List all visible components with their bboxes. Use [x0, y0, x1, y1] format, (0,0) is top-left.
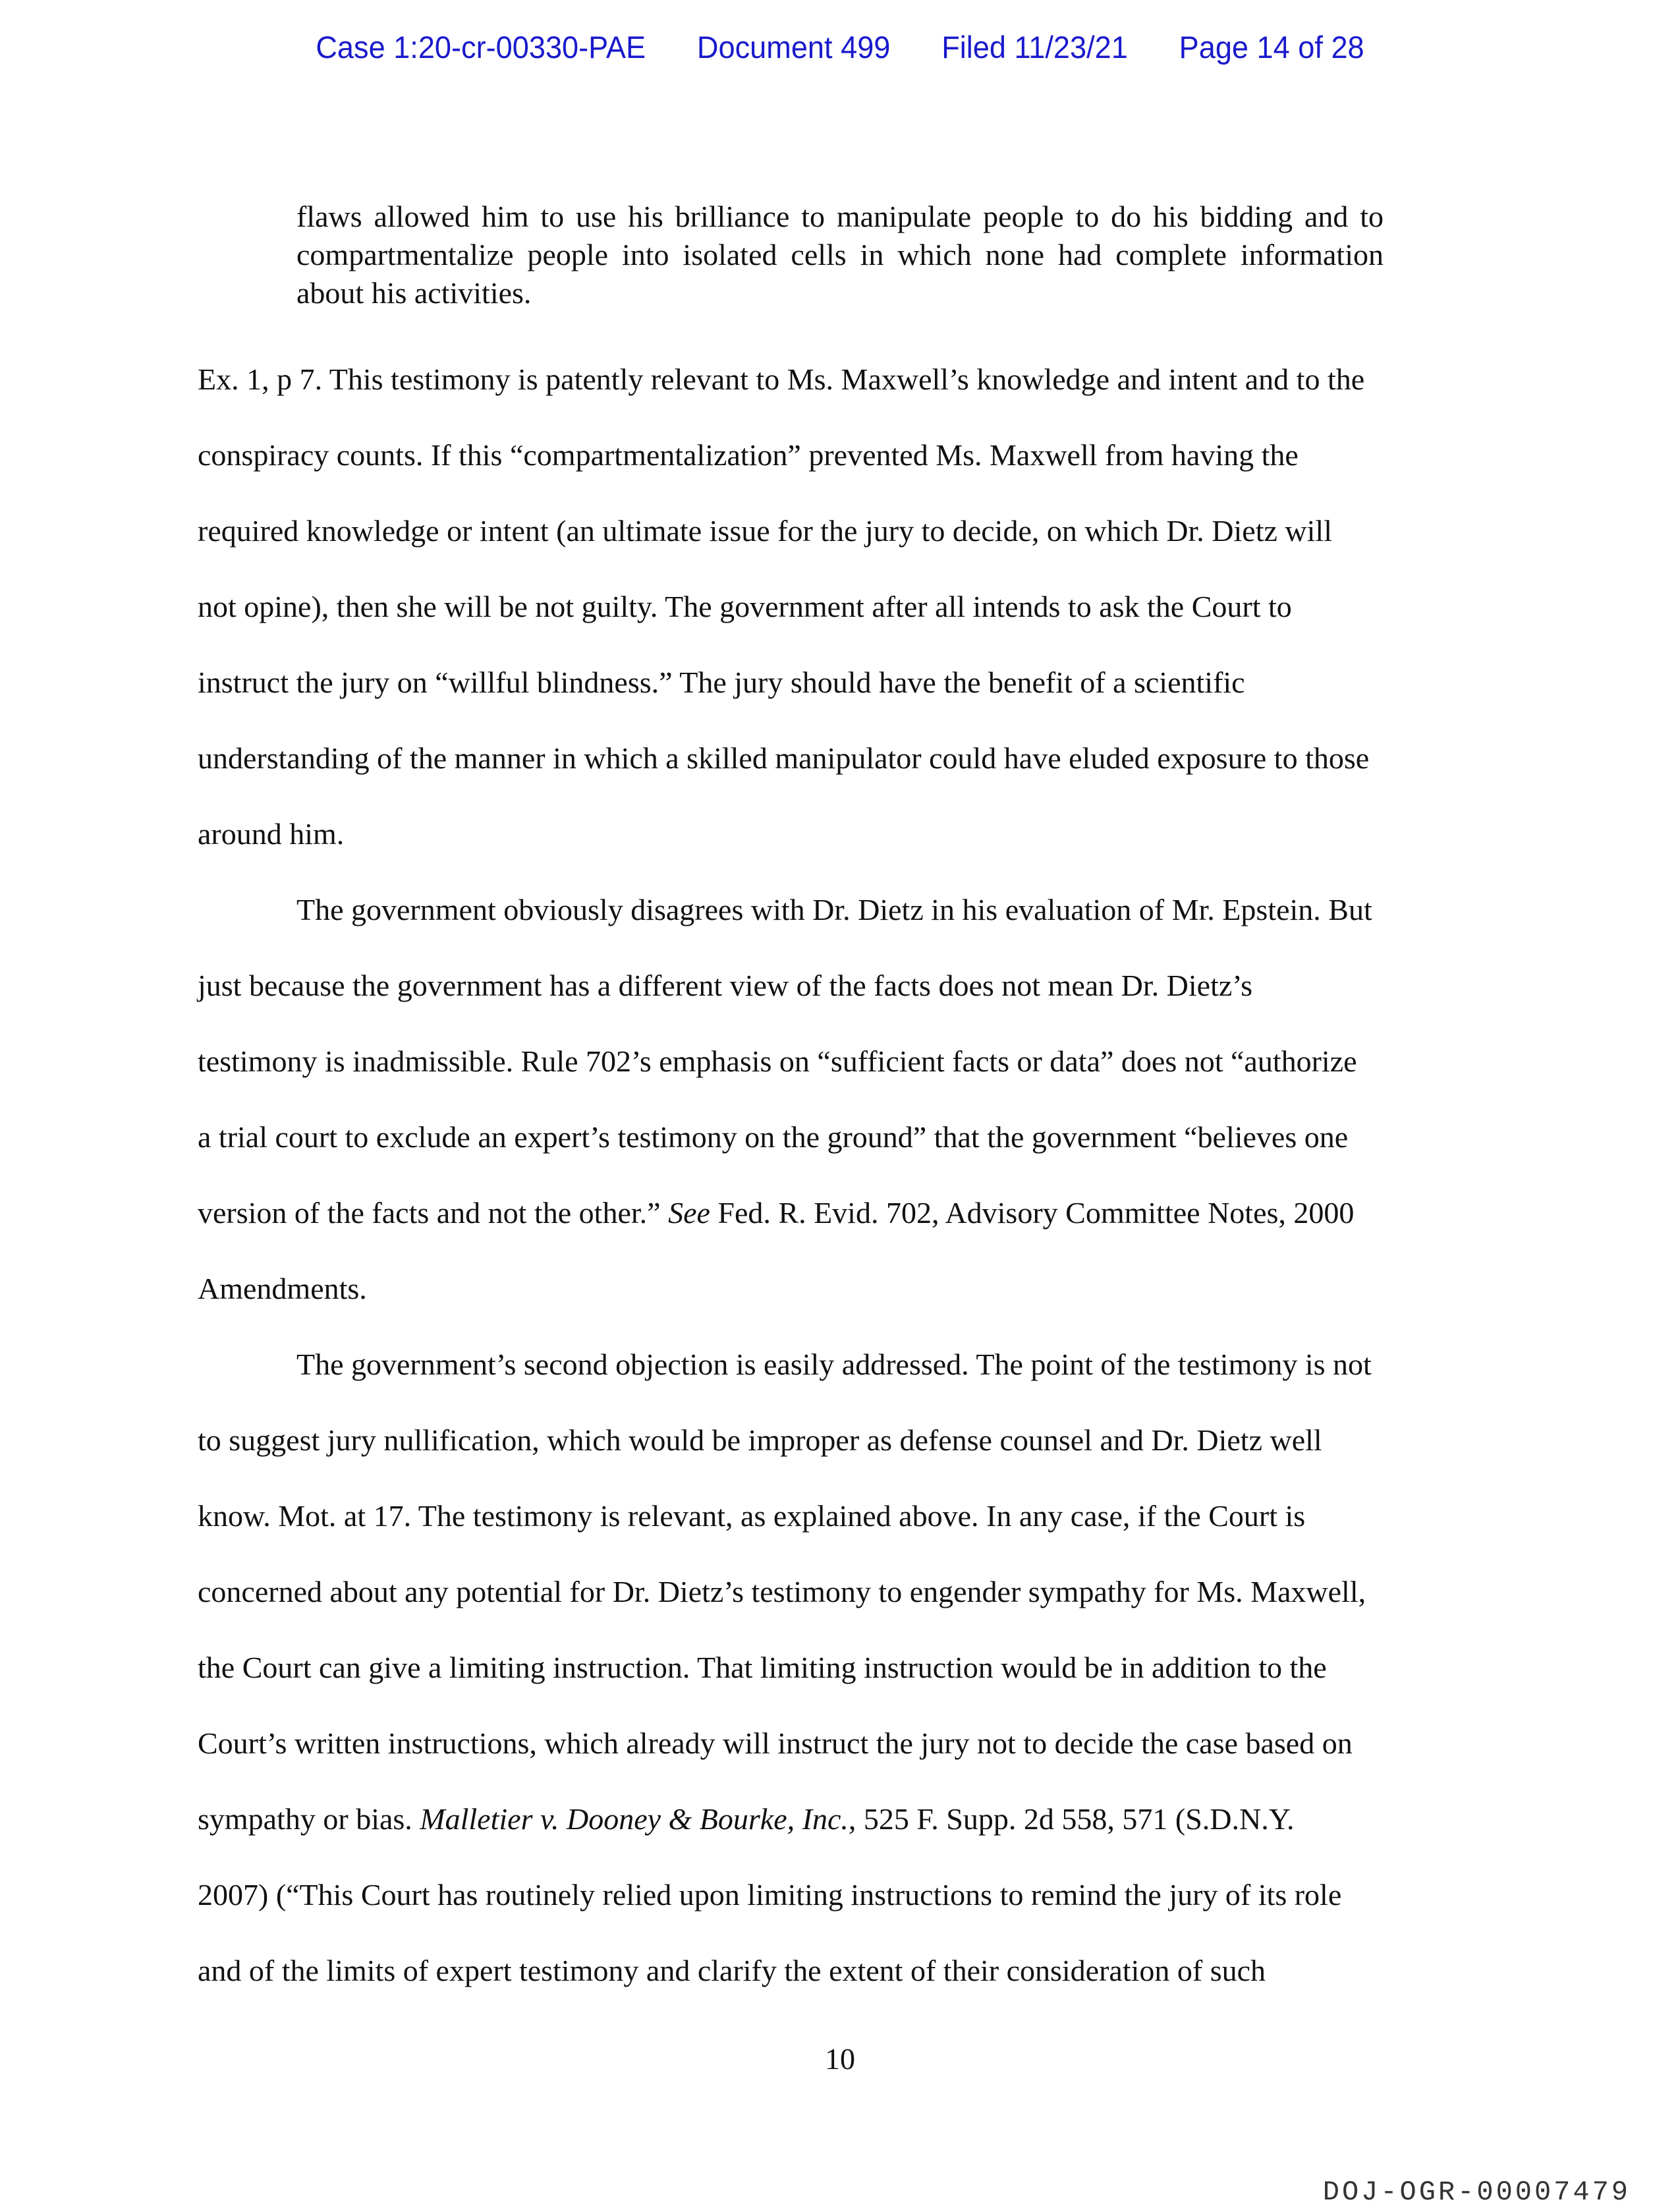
- line: a trial court to exclude an expert’s testimony on the ground” that the government “believes one: [198, 1120, 1349, 1154]
- line: 2007) (“This Court has routinely relied upon limiting instructions to remind the jury of its role: [198, 1878, 1342, 1912]
- case-citation: Malletier v. Dooney & Bourke, Inc.: [420, 1802, 849, 1836]
- line: Fed. R. Evid. 702, Advisory Committee Notes, 2000: [717, 1196, 1355, 1230]
- block-quote-text: flaws allowed him to use his brilliance to manipulate people to do his bidding and to compartmentalize people into isolated cells in which none had complete information about his activities.: [296, 200, 1384, 310]
- line: sympathy or bias.: [198, 1802, 412, 1836]
- line: The government’s second objection is easily addressed. The point of the testimony is not: [296, 1347, 1372, 1381]
- filed-date: Filed 11/23/21: [941, 30, 1128, 65]
- line: version of the facts and not the other.”: [198, 1196, 661, 1230]
- line: concerned about any potential for Dr. Dietz’s testimony to engender sympathy for Ms. Maxwell,: [198, 1575, 1366, 1608]
- line: not opine), then she will be not guilty. The government after all intends to ask the Court to: [198, 590, 1292, 623]
- line: the Court can give a limiting instruction. That limiting instruction would be in addition to the: [198, 1651, 1327, 1684]
- document-number: Document 499: [696, 30, 891, 65]
- line: around him.: [198, 817, 345, 851]
- line: just because the government has a different view of the facts does not mean Dr. Dietz’s: [198, 969, 1252, 1002]
- body-text: [198, 341, 1472, 2008]
- line: , 525 F. Supp. 2d 558, 571 (S.D.N.Y.: [848, 1802, 1295, 1836]
- line: know. Mot. at 17. The testimony is relevant, as explained above. In any case, if the Court is: [198, 1499, 1306, 1533]
- line: required knowledge or intent (an ultimate issue for the jury to decide, on which Dr. Dietz will: [198, 514, 1332, 548]
- citation-signal: See: [668, 1196, 710, 1230]
- line: Court’s written instructions, which already will instruct the jury not to decide the case based on: [198, 1726, 1353, 1760]
- line: understanding of the manner in which a skilled manipulator could have eluded exposure to those: [198, 741, 1370, 775]
- page-count: Page 14 of 28: [1179, 30, 1364, 65]
- line: testimony is inadmissible. Rule 702’s emphasis on “sufficient facts or data” does not “authorize: [198, 1044, 1357, 1078]
- line: and of the limits of expert testimony and clarify the extent of their consideration of such: [198, 1954, 1266, 1987]
- ecf-header: [34, 29, 1646, 65]
- page-number: 10: [825, 2042, 855, 2076]
- bates-stamp: DOJ-OGR-00007479: [1322, 2176, 1631, 2208]
- line: to suggest jury nullification, which would be improper as defense counsel and Dr. Dietz well: [198, 1423, 1322, 1457]
- paragraph-1: [198, 341, 1472, 872]
- paragraph-3: [198, 1326, 1472, 2008]
- line: conspiracy counts. If this “compartmentalization” prevented Ms. Maxwell from having the: [198, 438, 1299, 472]
- line: instruct the jury on “willful blindness.” The jury should have the benefit of a scientific: [198, 666, 1245, 699]
- line: Ex. 1, p 7. This testimony is patently relevant to Ms. Maxwell’s knowledge and intent and to the: [198, 362, 1365, 396]
- line: Amendments.: [198, 1272, 367, 1305]
- case-number: Case 1:20-cr-00330-PAE: [316, 30, 646, 65]
- line: The government obviously disagrees with Dr. Dietz in his evaluation of Mr. Epstein. But: [296, 893, 1372, 926]
- paragraph-2: [198, 872, 1472, 1326]
- block-quote: [296, 198, 1384, 312]
